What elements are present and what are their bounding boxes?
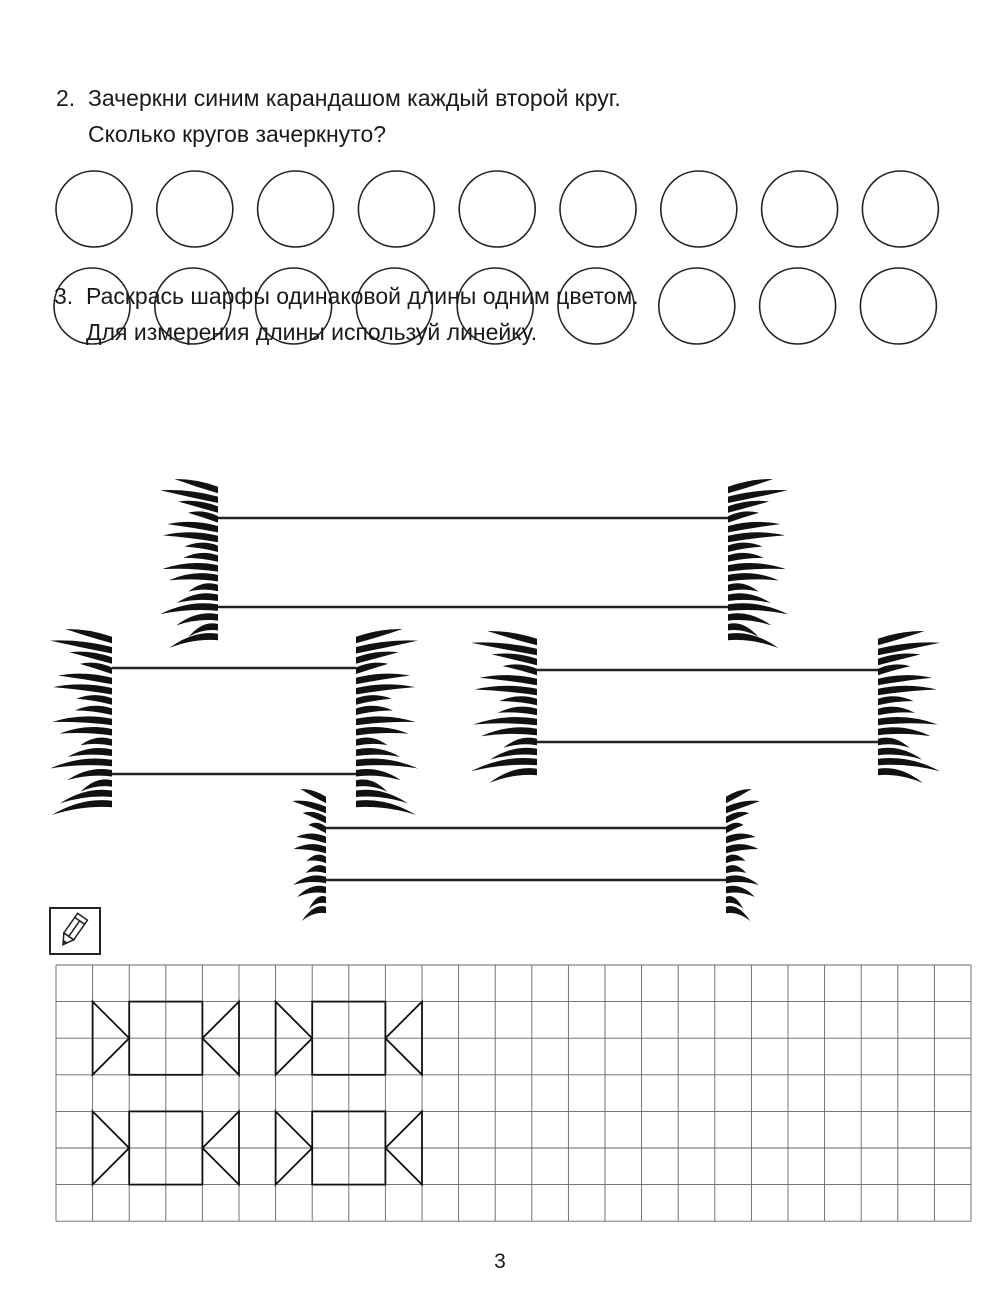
- task-2-instruction: Зачеркни синим карандашом каждый второй круг.: [88, 85, 621, 111]
- task-3-hint: Для измерения длины используй линейку.: [86, 319, 538, 345]
- task-3-instruction: Раскрась шарфы одинаковой длины одним цветом.: [86, 283, 639, 309]
- task-3-number: 3.: [54, 283, 74, 309]
- task-2-question: Сколько кругов зачеркнуто?: [88, 121, 387, 147]
- task-2-number: 2.: [56, 85, 76, 111]
- page-number: 3: [494, 1250, 506, 1273]
